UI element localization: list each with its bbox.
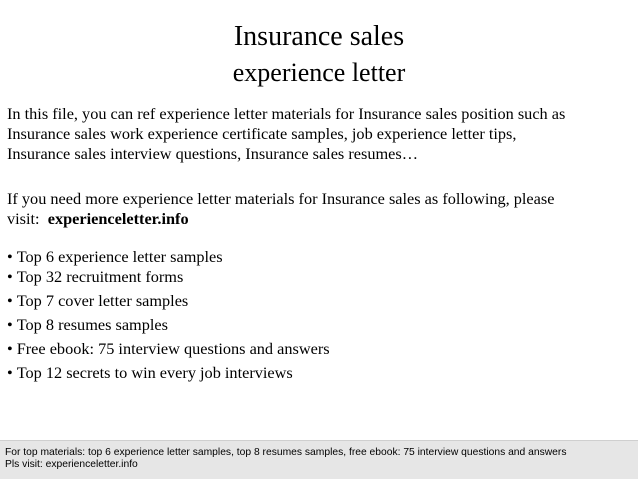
bullet-icon: • xyxy=(7,247,13,266)
footer-bar xyxy=(0,440,638,479)
bullet-icon: • xyxy=(7,363,13,382)
intro-line: In this file, you can ref experience letter materials for Insurance sales position such as xyxy=(7,104,566,123)
intro-paragraph xyxy=(7,104,633,164)
footer-line: Pls visit: experienceletter.info xyxy=(5,459,138,470)
bullet-icon: • xyxy=(7,291,13,310)
list-item xyxy=(7,291,330,311)
list-item xyxy=(7,247,330,267)
bullet-icon: • xyxy=(7,315,13,334)
list-item-label: Top 6 experience letter samples xyxy=(16,247,223,266)
list-item xyxy=(7,315,330,335)
list-item-label: Free ebook: 75 interview questions and answers xyxy=(16,339,330,358)
footer-line: For top materials: top 6 experience letter samples, top 8 resumes samples, free ebook: 75 interview questions and answers xyxy=(5,447,567,458)
intro-line: Insurance sales interview questions, Insurance sales resumes… xyxy=(7,144,418,163)
list-item-label: Top 8 resumes samples xyxy=(16,315,168,334)
page-title: Insurance sales xyxy=(233,21,405,52)
list-item xyxy=(7,363,330,383)
page-subtitle: experience letter xyxy=(232,58,406,87)
list-item xyxy=(7,267,330,287)
bullet-icon: • xyxy=(7,267,13,286)
list-item-label: Top 7 cover letter samples xyxy=(16,291,189,310)
bullet-icon: • xyxy=(7,339,13,358)
visit-link[interactable]: experienceletter.info xyxy=(47,209,189,228)
list-item-label: Top 32 recruitment forms xyxy=(16,267,184,286)
materials-list xyxy=(7,247,330,383)
list-item-label: Top 12 secrets to win every job interviews xyxy=(16,363,293,382)
visit-label: visit: xyxy=(7,209,40,228)
list-item xyxy=(7,339,330,359)
intro-line: Insurance sales work experience certificate samples, job experience letter tips, xyxy=(7,124,517,143)
more-line: If you need more experience letter materials for Insurance sales as following, please xyxy=(7,189,555,208)
more-paragraph xyxy=(7,189,633,229)
